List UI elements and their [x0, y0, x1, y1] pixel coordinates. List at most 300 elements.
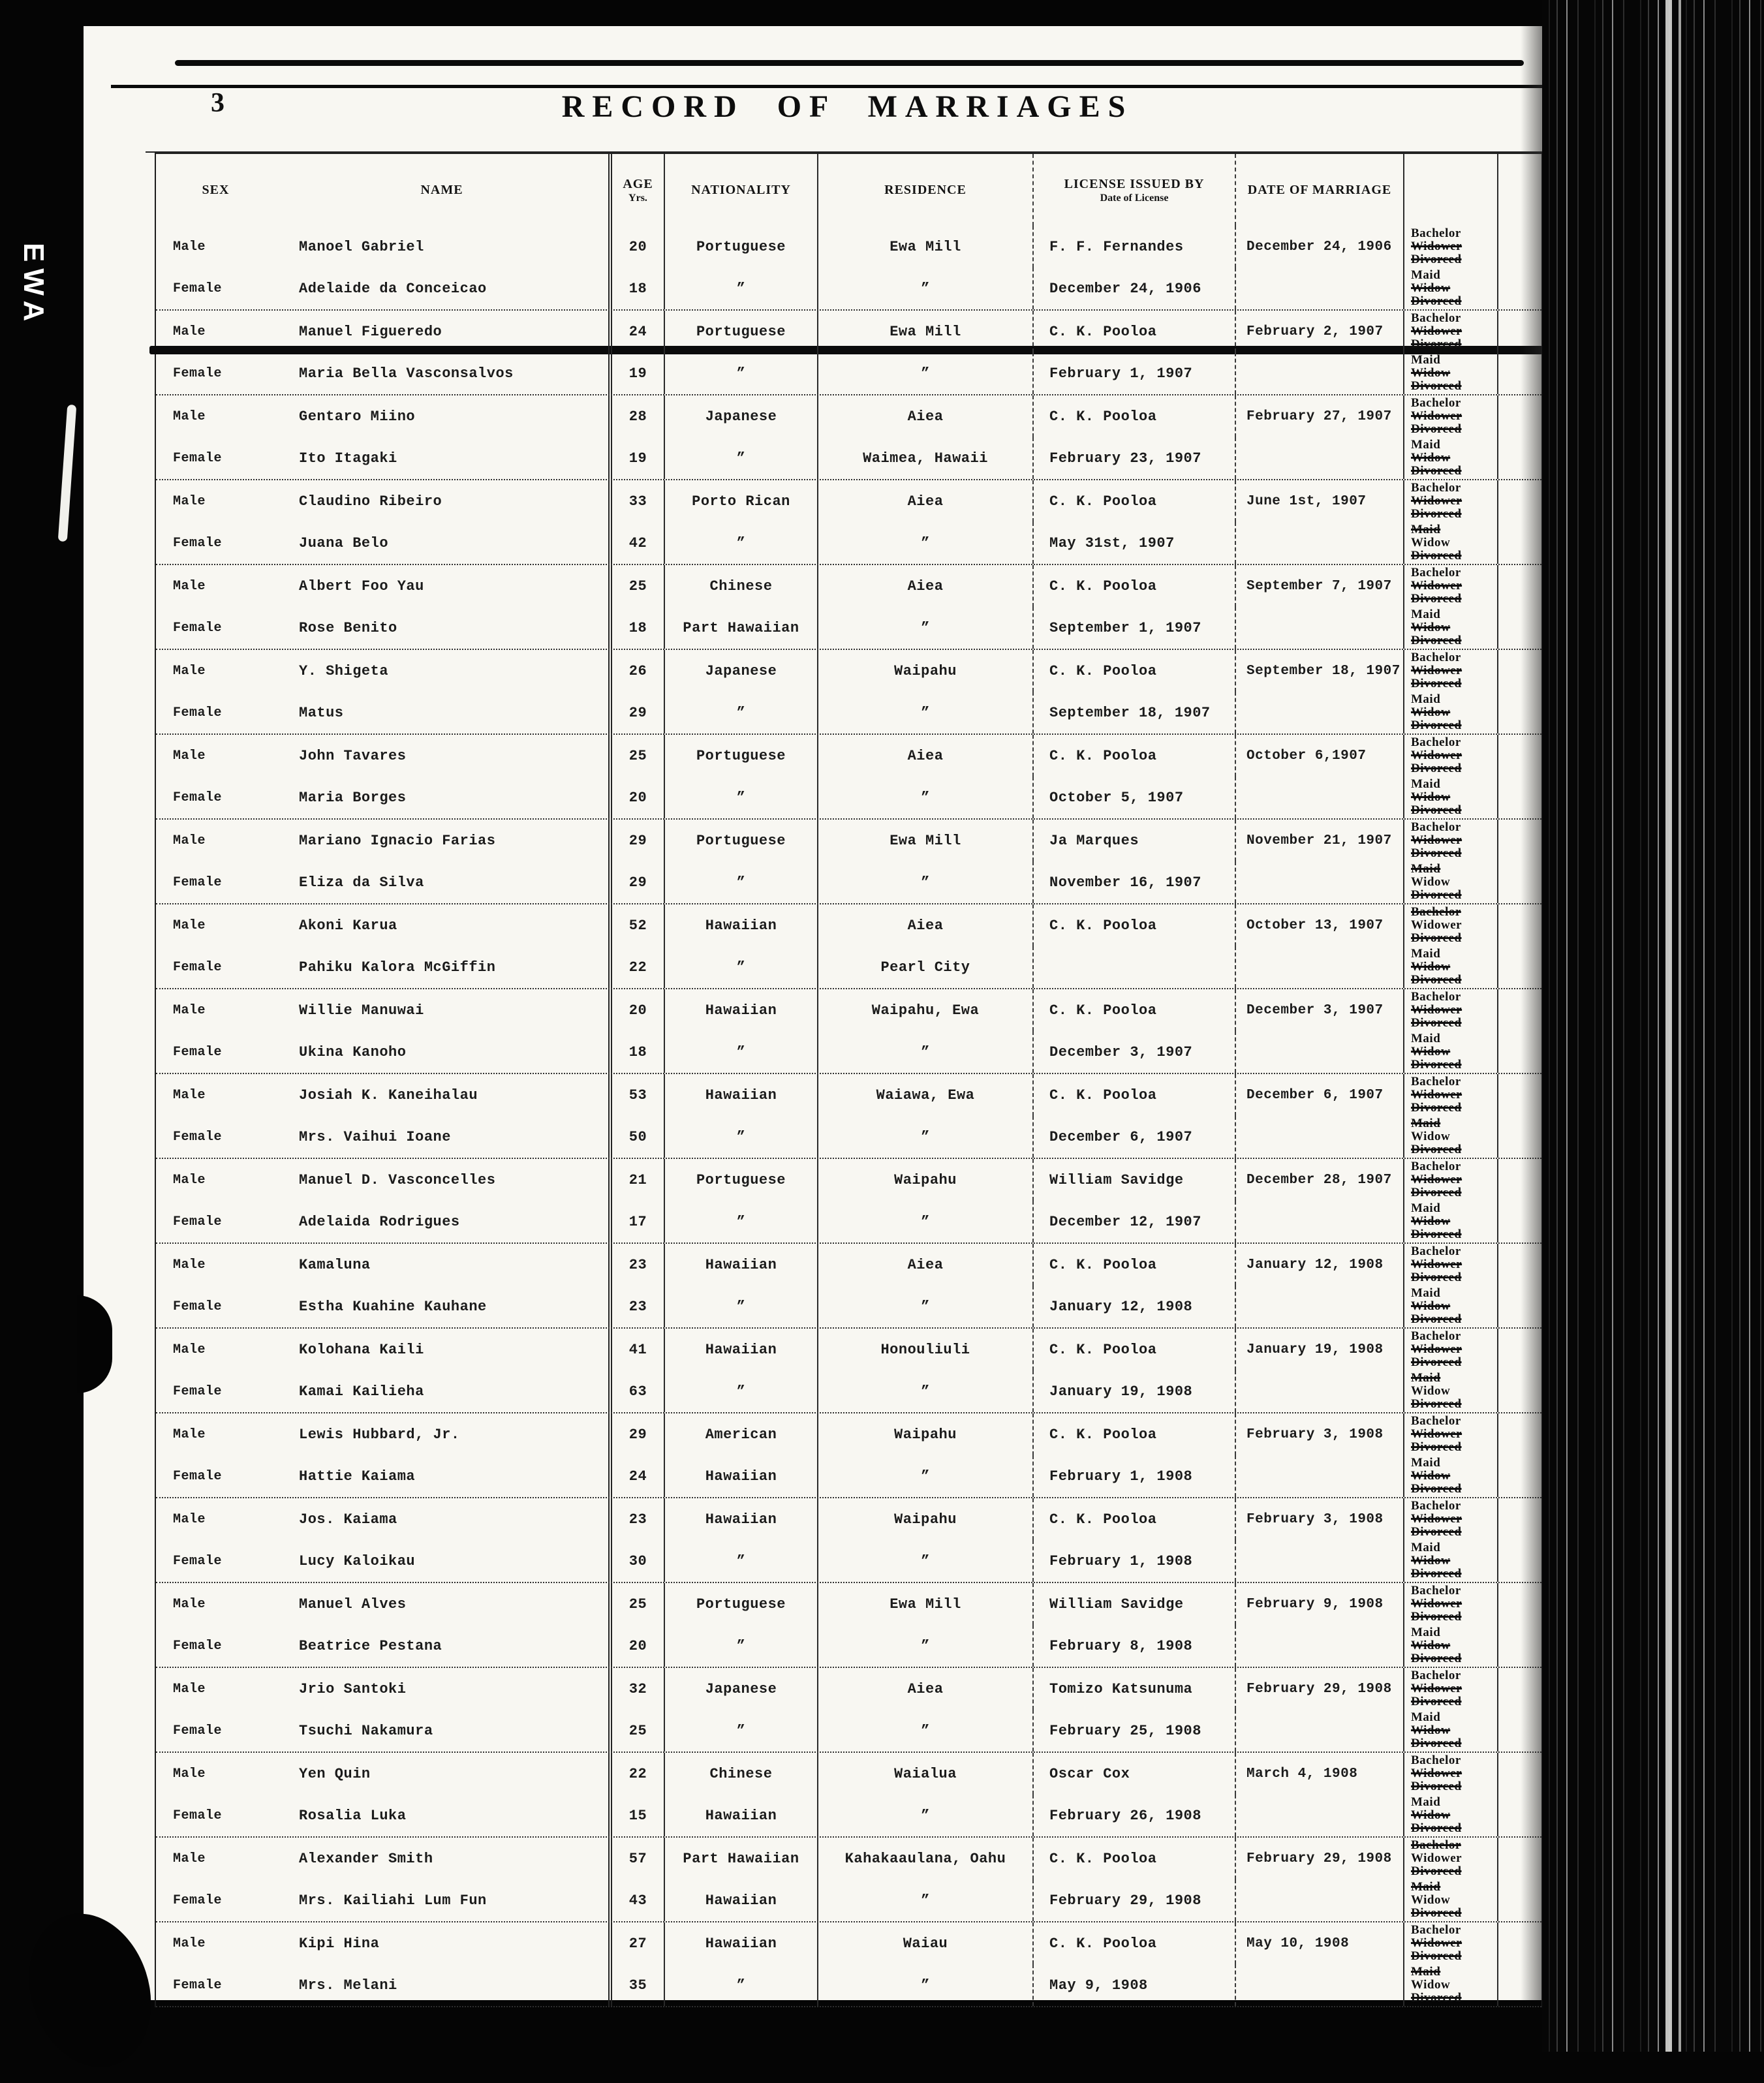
- status-option: Maid: [1411, 1117, 1441, 1130]
- cell-sex: Female: [173, 450, 223, 466]
- cell-status-stamp: [1403, 437, 1497, 479]
- status-option: Bachelor: [1411, 905, 1461, 919]
- status-option: Widower: [1411, 918, 1462, 932]
- status-option: Widower: [1411, 748, 1462, 762]
- status-option: Divorced: [1411, 1101, 1462, 1115]
- page-number: 3: [211, 88, 224, 118]
- cell-sex: Male: [173, 1172, 206, 1188]
- status-option: Widower: [1411, 1767, 1462, 1780]
- cell-age: 24: [608, 1455, 664, 1497]
- cell-marriage-date: [1235, 1455, 1403, 1497]
- cell-name: Rose Benito: [299, 619, 397, 636]
- status-option: Bachelor: [1411, 990, 1461, 1004]
- cell-marriage-date: September 18, 1907: [1235, 650, 1403, 692]
- cell-status-stamp: [1403, 226, 1497, 268]
- cell-sex: Male: [173, 1681, 206, 1697]
- cell-nationality: ”: [664, 1964, 817, 2006]
- cell-sex: Female: [173, 1892, 223, 1908]
- cell-nationality: Chinese: [664, 565, 817, 607]
- cell-sex: Female: [173, 1808, 223, 1823]
- cell-marriage-date: [1235, 946, 1403, 988]
- status-option: Bachelor: [1411, 396, 1461, 410]
- cell-marriage-date: [1235, 1964, 1403, 2006]
- cell-name: Manoel Gabriel: [299, 238, 424, 255]
- cell-license: Tomizo Katsunuma: [1032, 1668, 1235, 1710]
- cell-marriage-date: February 2, 1907: [1235, 311, 1403, 352]
- cell-nationality: ”: [664, 1625, 817, 1667]
- status-option: Widow: [1411, 960, 1451, 974]
- cell-status-stamp: [1403, 1668, 1497, 1710]
- column-header-label: RESIDENCE: [884, 183, 967, 197]
- cell-nationality: Portuguese: [664, 735, 817, 777]
- status-option: Widower: [1411, 1936, 1462, 1950]
- cell-status-stamp: [1403, 1583, 1497, 1625]
- status-option: Widower: [1411, 1003, 1462, 1017]
- status-option: Divorced: [1411, 931, 1462, 945]
- cell-license: December 12, 1907: [1032, 1201, 1235, 1242]
- cell-marriage-date: January 19, 1908: [1235, 1329, 1403, 1370]
- cell-nationality: Part Hawaiian: [664, 1838, 817, 1879]
- status-option: Divorced: [1411, 1397, 1462, 1411]
- cell-sex: Female: [173, 1044, 223, 1060]
- cell-status-stamp: [1403, 1074, 1497, 1116]
- column-header-marriage: [1235, 154, 1403, 226]
- status-option: Divorced: [1411, 1186, 1462, 1199]
- cell-age: 19: [608, 352, 664, 394]
- cell-license: December 6, 1907: [1032, 1116, 1235, 1158]
- cell-marriage-date: [1235, 1879, 1403, 1921]
- cell-license: September 1, 1907: [1032, 607, 1235, 649]
- cell-status-stamp: [1403, 1413, 1497, 1455]
- status-option: Divorced: [1411, 1271, 1462, 1284]
- cell-marriage-date: [1235, 1286, 1403, 1327]
- status-option: Widower: [1411, 324, 1462, 338]
- cell-age: 18: [608, 607, 664, 649]
- cell-status-stamp: [1403, 311, 1497, 352]
- cell-name: Claudino Ribeiro: [299, 493, 442, 510]
- column-header-label: NATIONALITY: [691, 183, 791, 197]
- column-header-residence: [817, 154, 1032, 226]
- cell-residence: ”: [817, 1710, 1032, 1751]
- cell-marriage-date: [1235, 692, 1403, 733]
- cell-age: 25: [608, 735, 664, 777]
- cell-residence: Ewa Mill: [817, 311, 1032, 352]
- status-option: Bachelor: [1411, 1923, 1461, 1937]
- cell-residence: Waimea, Hawaii: [817, 437, 1032, 479]
- table-row: [156, 1370, 1541, 1413]
- cell-sex: Male: [173, 1766, 206, 1782]
- cell-age: 25: [608, 1710, 664, 1751]
- cell-residence: Honouliuli: [817, 1329, 1032, 1370]
- cell-name: Juana Belo: [299, 534, 389, 551]
- status-option: Divorced: [1411, 1695, 1462, 1708]
- table-row: [156, 1795, 1541, 1838]
- cell-residence: ”: [817, 1964, 1032, 2006]
- table-row: [156, 395, 1541, 437]
- status-option: Maid: [1411, 862, 1441, 876]
- cell-sex: Male: [173, 663, 206, 679]
- cell-name: Maria Borges: [299, 789, 407, 806]
- cell-nationality: ”: [664, 1201, 817, 1242]
- cell-sex: Male: [173, 748, 206, 764]
- table-row: [156, 1583, 1541, 1625]
- cell-nationality: Japanese: [664, 650, 817, 692]
- status-option: Maid: [1411, 1032, 1441, 1045]
- ledger-page: [84, 26, 1542, 2005]
- cell-residence: Ewa Mill: [817, 820, 1032, 861]
- cell-residence: ”: [817, 268, 1032, 309]
- cell-residence: ”: [817, 1286, 1032, 1327]
- cell-age: 22: [608, 946, 664, 988]
- status-option: Bachelor: [1411, 1584, 1461, 1597]
- cell-marriage-date: [1235, 1625, 1403, 1667]
- cell-license: C. K. Pooloa: [1032, 1838, 1235, 1879]
- status-option: Divorced: [1411, 1736, 1462, 1750]
- table-row: [156, 1710, 1541, 1753]
- cell-status-stamp: [1403, 1540, 1497, 1582]
- status-option: Maid: [1411, 1626, 1441, 1639]
- cell-age: 20: [608, 777, 664, 818]
- status-option: Widower: [1411, 579, 1462, 593]
- cell-residence: ”: [817, 607, 1032, 649]
- cell-age: 53: [608, 1074, 664, 1116]
- cell-age: 29: [608, 1413, 664, 1455]
- cell-status-stamp: [1403, 352, 1497, 394]
- cell-marriage-date: October 6,1907: [1235, 735, 1403, 777]
- status-option: Widower: [1411, 1512, 1462, 1526]
- cell-marriage-date: [1235, 1116, 1403, 1158]
- status-option: Divorced: [1411, 1143, 1462, 1156]
- status-option: Divorced: [1411, 464, 1462, 478]
- status-option: Divorced: [1411, 379, 1462, 393]
- column-header-label: DATE OF MARRIAGE: [1247, 183, 1392, 197]
- cell-nationality: Porto Rican: [664, 480, 817, 522]
- cell-nationality: Hawaiian: [664, 1455, 817, 1497]
- cell-residence: Waipahu: [817, 650, 1032, 692]
- cell-name: Yen Quin: [299, 1765, 371, 1782]
- cell-age: 23: [608, 1244, 664, 1286]
- cell-marriage-date: December 3, 1907: [1235, 989, 1403, 1031]
- status-option: Widower: [1411, 1851, 1462, 1865]
- cell-marriage-date: September 7, 1907: [1235, 565, 1403, 607]
- cell-nationality: Hawaiian: [664, 1074, 817, 1116]
- status-option: Bachelor: [1411, 566, 1461, 579]
- cell-license: C. K. Pooloa: [1032, 1074, 1235, 1116]
- top-rule-secondary: [111, 85, 1542, 88]
- status-option: Widow: [1411, 621, 1451, 634]
- cell-residence: Waiau: [817, 1922, 1032, 1964]
- status-option: Divorced: [1411, 1949, 1462, 1963]
- cell-status-stamp: [1403, 1753, 1497, 1795]
- column-header-label: NAME: [420, 183, 463, 197]
- table-row: [156, 1838, 1541, 1879]
- cell-nationality: ”: [664, 946, 817, 988]
- cell-age: 50: [608, 1116, 664, 1158]
- cell-nationality: Hawaiian: [664, 989, 817, 1031]
- cell-name: Kamai Kailieha: [299, 1383, 424, 1400]
- status-option: Bachelor: [1411, 1499, 1461, 1513]
- cell-nationality: Portuguese: [664, 1159, 817, 1201]
- cell-residence: ”: [817, 1625, 1032, 1667]
- cell-status-stamp: [1403, 480, 1497, 522]
- cell-age: 41: [608, 1329, 664, 1370]
- status-option: Bachelor: [1411, 1669, 1461, 1682]
- cell-nationality: Hawaiian: [664, 1922, 817, 1964]
- cell-name: Y. Shigeta: [299, 662, 389, 679]
- cell-name: Pahiku Kalora McGiffin: [299, 959, 496, 976]
- status-option: Divorced: [1411, 1440, 1462, 1454]
- status-option: Divorced: [1411, 1567, 1462, 1581]
- cell-residence: Kahakaaulana, Oahu: [817, 1838, 1032, 1879]
- book-edge-highlight-thin: [1679, 0, 1681, 2052]
- cell-license: February 1, 1908: [1032, 1540, 1235, 1582]
- cell-sex: Female: [173, 1468, 223, 1484]
- status-option: Bachelor: [1411, 1244, 1461, 1258]
- cell-nationality: ”: [664, 1540, 817, 1582]
- cell-name: Rosalia Luka: [299, 1807, 407, 1824]
- cell-status-stamp: [1403, 1370, 1497, 1412]
- status-option: Widow: [1411, 1978, 1451, 1992]
- page-edge-shadow: [1521, 26, 1542, 2000]
- cell-status-stamp: [1403, 735, 1497, 777]
- cell-nationality: Hawaiian: [664, 1795, 817, 1836]
- page-title: RECORD OF MARRIAGES: [561, 89, 1134, 124]
- cell-marriage-date: February 3, 1908: [1235, 1413, 1403, 1455]
- cell-marriage-date: February 29, 1908: [1235, 1668, 1403, 1710]
- status-option: Bachelor: [1411, 1329, 1461, 1343]
- book-page-edge-streaks: [1542, 0, 1764, 2052]
- cell-name: Adelaide da Conceicao: [299, 280, 487, 297]
- cell-sex: Female: [173, 1553, 223, 1569]
- cell-name: Manuel D. Vasconcelles: [299, 1171, 496, 1188]
- status-option: Widow: [1411, 1045, 1451, 1058]
- status-option: Widower: [1411, 1682, 1462, 1695]
- cell-nationality: ”: [664, 522, 817, 564]
- column-header-sublabel: Yrs.: [628, 192, 647, 204]
- status-option: Divorced: [1411, 846, 1462, 860]
- cell-status-stamp: [1403, 692, 1497, 733]
- status-option: Maid: [1411, 268, 1441, 282]
- cell-residence: Aiea: [817, 735, 1032, 777]
- cell-age: 20: [608, 989, 664, 1031]
- table-row: [156, 311, 1541, 352]
- cell-marriage-date: February 29, 1908: [1235, 1838, 1403, 1879]
- cell-age: 42: [608, 522, 664, 564]
- cell-name: Maria Bella Vasconsalvos: [299, 365, 514, 382]
- cell-age: 27: [608, 1922, 664, 1964]
- cell-sex: Female: [173, 874, 223, 890]
- cell-nationality: Hawaiian: [664, 1329, 817, 1370]
- table-row: [156, 1498, 1541, 1540]
- cell-marriage-date: [1235, 352, 1403, 394]
- cell-age: 21: [608, 1159, 664, 1201]
- cell-license: [1032, 946, 1235, 988]
- status-option: Bachelor: [1411, 1414, 1461, 1428]
- status-option: Widower: [1411, 833, 1462, 847]
- status-option: Bachelor: [1411, 735, 1461, 749]
- table-row: [156, 1031, 1541, 1074]
- table-row: [156, 1201, 1541, 1244]
- table-row: [156, 1329, 1541, 1370]
- cell-sex: Male: [173, 409, 206, 424]
- cell-age: 25: [608, 1583, 664, 1625]
- cell-residence: Aiea: [817, 395, 1032, 437]
- cell-residence: Waiawa, Ewa: [817, 1074, 1032, 1116]
- cell-status-stamp: [1403, 395, 1497, 437]
- cell-sex: Female: [173, 1638, 223, 1654]
- cell-sex: Male: [173, 1596, 206, 1612]
- cell-name: Lewis Hubbard, Jr.: [299, 1426, 460, 1443]
- cell-name: Eliza da Silva: [299, 874, 424, 891]
- table-row: [156, 226, 1541, 268]
- cell-sex: Female: [173, 1977, 223, 1993]
- cell-status-stamp: [1403, 1201, 1497, 1242]
- cell-nationality: Portuguese: [664, 226, 817, 268]
- cell-sex: Male: [173, 1936, 206, 1951]
- cell-residence: ”: [817, 777, 1032, 818]
- cell-sex: Female: [173, 1129, 223, 1145]
- cell-status-stamp: [1403, 1498, 1497, 1540]
- cell-license: C. K. Pooloa: [1032, 650, 1235, 692]
- status-option: Bachelor: [1411, 820, 1461, 834]
- cell-residence: Aiea: [817, 1244, 1032, 1286]
- cell-license: February 29, 1908: [1032, 1879, 1235, 1921]
- cell-residence: Waialua: [817, 1753, 1032, 1795]
- cell-marriage-date: [1235, 1540, 1403, 1582]
- cell-residence: ”: [817, 352, 1032, 394]
- cell-name: Willie Manuwai: [299, 1002, 424, 1019]
- status-option: Maid: [1411, 438, 1441, 452]
- cell-nationality: Portuguese: [664, 820, 817, 861]
- cell-name: Josiah K. Kaneihalau: [299, 1087, 478, 1103]
- status-option: Widow: [1411, 1893, 1451, 1907]
- cell-sex: Female: [173, 1299, 223, 1314]
- column-header-label: AGE: [623, 176, 653, 191]
- cell-sex: Male: [173, 833, 206, 848]
- table-row: [156, 480, 1541, 522]
- marriage-record-table: [155, 153, 1543, 2007]
- status-option: Divorced: [1411, 549, 1462, 563]
- cell-nationality: Hawaiian: [664, 1879, 817, 1921]
- cell-name: Alexander Smith: [299, 1850, 433, 1867]
- cell-license: Oscar Cox: [1032, 1753, 1235, 1795]
- cell-residence: ”: [817, 522, 1032, 564]
- status-option: Divorced: [1411, 1906, 1462, 1920]
- column-header-label: SEX: [202, 183, 230, 197]
- cell-license: May 9, 1908: [1032, 1964, 1235, 2006]
- cell-residence: ”: [817, 1540, 1032, 1582]
- cell-residence: ”: [817, 861, 1032, 903]
- table-row: [156, 1116, 1541, 1159]
- status-option: Divorced: [1411, 1312, 1462, 1326]
- cell-age: 28: [608, 395, 664, 437]
- cell-nationality: ”: [664, 1286, 817, 1327]
- table-row: [156, 437, 1541, 480]
- cell-license: C. K. Pooloa: [1032, 1413, 1235, 1455]
- table-row: [156, 650, 1541, 692]
- cell-license: C. K. Pooloa: [1032, 1329, 1235, 1370]
- status-option: Widow: [1411, 1384, 1451, 1398]
- cell-nationality: Hawaiian: [664, 904, 817, 946]
- status-option: Maid: [1411, 353, 1441, 367]
- cell-age: 29: [608, 820, 664, 861]
- status-option: Maid: [1411, 1880, 1441, 1894]
- cell-status-stamp: [1403, 1455, 1497, 1497]
- cell-sex: Male: [173, 493, 206, 509]
- cell-status-stamp: [1403, 565, 1497, 607]
- cell-marriage-date: October 13, 1907: [1235, 904, 1403, 946]
- cell-sex: Male: [173, 1342, 206, 1357]
- status-option: Widower: [1411, 1427, 1462, 1441]
- status-option: Divorced: [1411, 294, 1462, 308]
- status-option: Bachelor: [1411, 1075, 1461, 1088]
- column-header-age: [608, 154, 664, 226]
- cell-name: Adelaida Rodrigues: [299, 1213, 460, 1230]
- status-option: Divorced: [1411, 677, 1462, 690]
- cell-status-stamp: [1403, 989, 1497, 1031]
- cell-sex: Male: [173, 1511, 206, 1527]
- table-row: [156, 777, 1541, 820]
- top-rule-primary: [175, 60, 1524, 66]
- spine-tab-label: EWA: [18, 243, 50, 328]
- status-option: Divorced: [1411, 1525, 1462, 1539]
- status-option: Divorced: [1411, 507, 1462, 521]
- cell-age: 15: [608, 1795, 664, 1836]
- table-body: [156, 226, 1541, 2007]
- cell-age: 33: [608, 480, 664, 522]
- cell-marriage-date: February 9, 1908: [1235, 1583, 1403, 1625]
- cell-sex: Male: [173, 1087, 206, 1103]
- column-header-license: [1032, 154, 1235, 226]
- status-option: Widow: [1411, 1214, 1451, 1228]
- cell-name: Mrs. Kailiahi Lum Fun: [299, 1892, 487, 1909]
- cell-license: C. K. Pooloa: [1032, 480, 1235, 522]
- status-option: Widow: [1411, 281, 1451, 295]
- cell-name: Kolohana Kaili: [299, 1341, 424, 1358]
- cell-age: 26: [608, 650, 664, 692]
- cell-age: 25: [608, 565, 664, 607]
- cell-license: February 1, 1907: [1032, 352, 1235, 394]
- cell-name: Manuel Alves: [299, 1596, 407, 1612]
- table-row: [156, 1540, 1541, 1583]
- status-option: Divorced: [1411, 1058, 1462, 1072]
- cell-status-stamp: [1403, 268, 1497, 309]
- cell-sex: Female: [173, 1383, 223, 1399]
- cell-name: Beatrice Pestana: [299, 1637, 442, 1654]
- cell-nationality: ”: [664, 437, 817, 479]
- cell-age: 29: [608, 861, 664, 903]
- status-option: Widower: [1411, 1088, 1462, 1102]
- status-option: Widower: [1411, 409, 1462, 423]
- cell-status-stamp: [1403, 904, 1497, 946]
- cell-name: Jos. Kaiama: [299, 1511, 397, 1528]
- table-row: [156, 904, 1541, 946]
- table-row: [156, 565, 1541, 607]
- column-header-label: LICENSE ISSUED BY: [1064, 176, 1205, 191]
- cell-age: 22: [608, 1753, 664, 1795]
- status-option: Widower: [1411, 664, 1462, 677]
- cell-age: 20: [608, 226, 664, 268]
- cell-license: C. K. Pooloa: [1032, 904, 1235, 946]
- status-option: Divorced: [1411, 762, 1462, 775]
- cell-license: February 25, 1908: [1032, 1710, 1235, 1751]
- cell-age: 23: [608, 1498, 664, 1540]
- cell-sex: Female: [173, 705, 223, 720]
- status-option: Divorced: [1411, 337, 1462, 351]
- cell-sex: Female: [173, 620, 223, 636]
- cell-marriage-date: May 10, 1908: [1235, 1922, 1403, 1964]
- cell-name: Manuel Figueredo: [299, 323, 442, 340]
